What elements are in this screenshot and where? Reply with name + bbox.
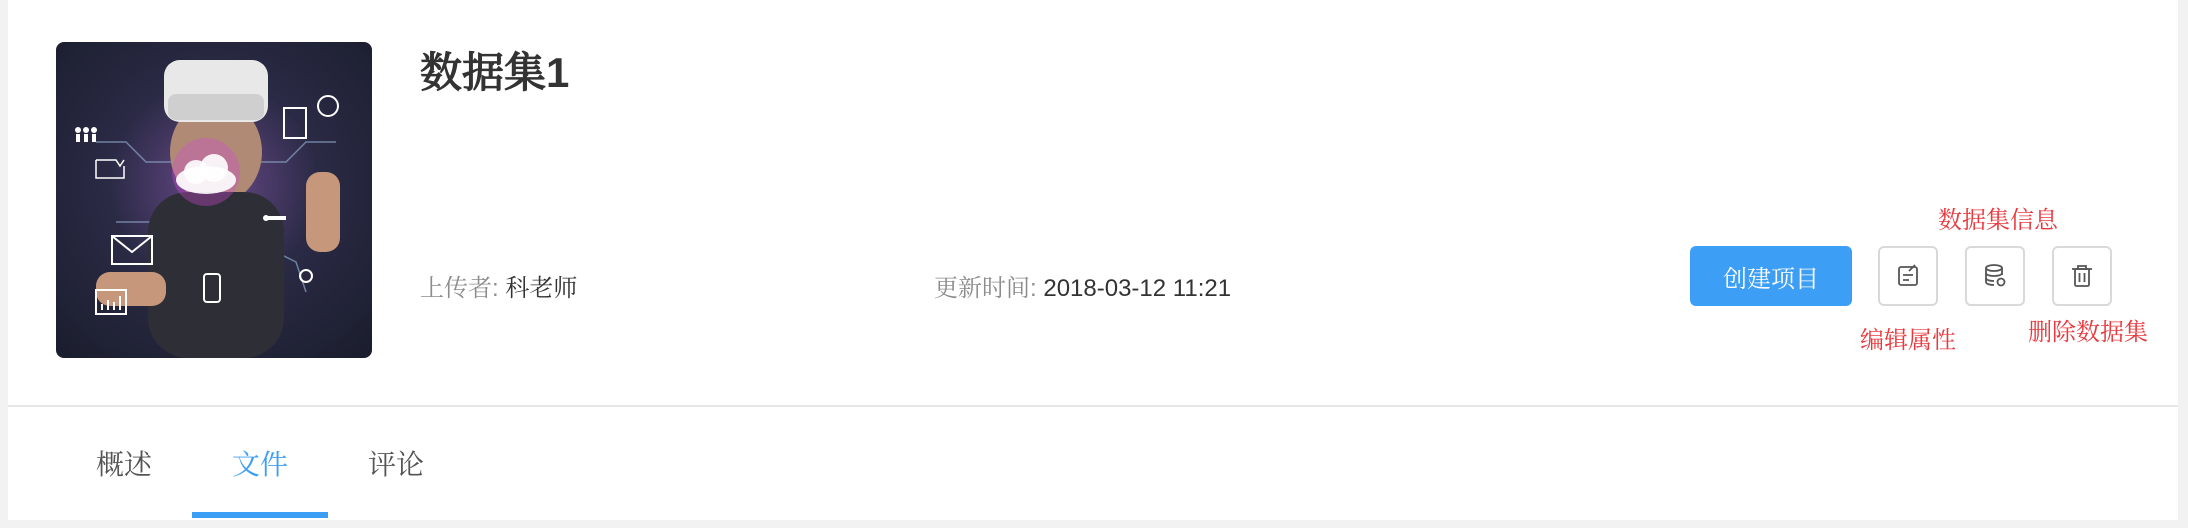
- dataset-card: [8, 0, 2178, 520]
- uploader-value: 科老师: [505, 275, 578, 302]
- uploader-info: [420, 272, 577, 306]
- dataset-title: 数据集1: [420, 49, 570, 96]
- annotation-delete-dataset: 删除数据集: [2028, 319, 2148, 346]
- tab-files[interactable]: 文件: [232, 449, 289, 480]
- active-tab-indicator: [192, 512, 328, 518]
- create-project-button[interactable]: 创建项目: [1690, 246, 1852, 306]
- updated-time-label: 更新时间:: [934, 275, 1044, 302]
- edit-properties-button[interactable]: [1878, 246, 1938, 306]
- updated-time-info: [934, 272, 1231, 306]
- edit-icon: [1895, 263, 1921, 289]
- annotation-dataset-info: 数据集信息: [1938, 207, 2058, 234]
- uploader-label: 上传者:: [420, 275, 506, 302]
- updated-time-value: 2018-03-12 11:21: [1043, 275, 1232, 302]
- delete-dataset-button[interactable]: [2052, 246, 2112, 306]
- dataset-info-button[interactable]: [1965, 246, 2025, 306]
- tab-overview[interactable]: 概述: [96, 449, 153, 480]
- tab-comments[interactable]: 评论: [368, 449, 425, 480]
- tab-bar: [8, 407, 2178, 520]
- annotation-edit-properties: 编辑属性: [1860, 327, 1956, 354]
- database-icon: [1982, 263, 2008, 289]
- trash-icon: [2069, 263, 2095, 289]
- dataset-thumbnail: [56, 42, 372, 358]
